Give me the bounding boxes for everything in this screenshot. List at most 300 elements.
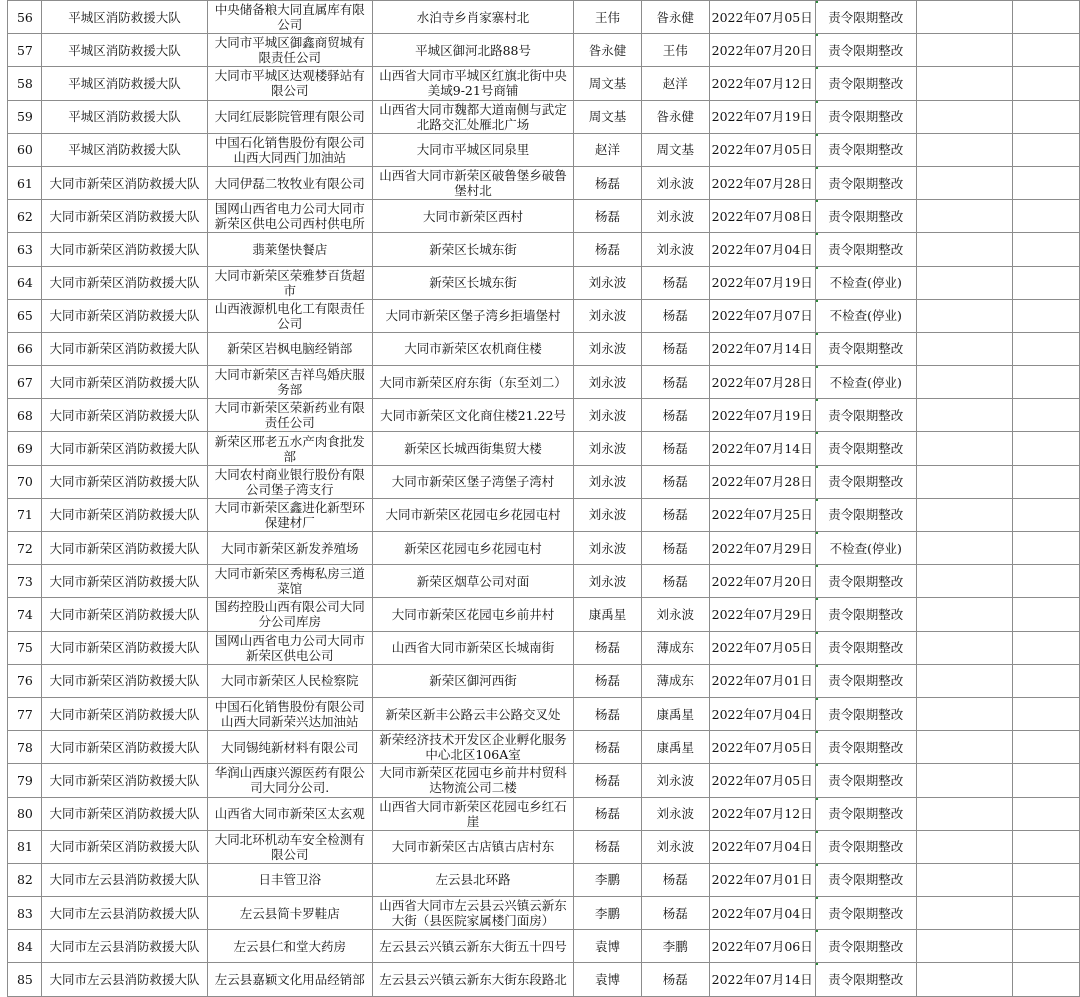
row-edge [0, 930, 8, 963]
inspection-date: 2022年07月08日 [709, 200, 815, 233]
company-name: 华润山西康兴源医药有限公司大同分公司. [207, 764, 372, 797]
inspector-primary: 刘永波 [574, 366, 642, 399]
inspector-primary: 刘永波 [574, 332, 642, 365]
row-edge [0, 565, 8, 598]
fire-brigade-unit: 大同市新荣区消防救援大队 [42, 332, 207, 365]
inspector-primary: 杨磊 [574, 731, 642, 764]
table-row [0, 366, 1080, 399]
inspection-date: 2022年07月19日 [709, 399, 815, 432]
empty-cell [916, 797, 1013, 830]
inspector-secondary: 王伟 [641, 34, 709, 67]
inspection-result: 责令限期整改 [815, 731, 916, 764]
fire-brigade-unit: 平城区消防救援大队 [42, 133, 207, 166]
inspector-secondary: 昝永健 [641, 1, 709, 34]
inspector-primary: 杨磊 [574, 697, 642, 730]
row-edge [0, 764, 8, 797]
row-number: 63 [8, 233, 42, 266]
inspector-primary: 刘永波 [574, 465, 642, 498]
inspection-result: 责令限期整改 [815, 565, 916, 598]
empty-cell [916, 133, 1013, 166]
empty-cell [916, 830, 1013, 863]
empty-cell [1013, 366, 1080, 399]
row-number: 60 [8, 133, 42, 166]
inspection-date: 2022年07月29日 [709, 532, 815, 565]
table-row [0, 631, 1080, 664]
inspection-result: 责令限期整改 [815, 200, 916, 233]
inspection-result: 责令限期整改 [815, 830, 916, 863]
empty-cell [916, 532, 1013, 565]
inspector-primary: 杨磊 [574, 830, 642, 863]
inspector-primary: 昝永健 [574, 34, 642, 67]
company-address: 山西省大同市新荣区花园屯乡红石崖 [372, 797, 573, 830]
empty-cell [916, 565, 1013, 598]
company-address: 新荣区烟草公司对面 [372, 565, 573, 598]
row-number: 76 [8, 664, 42, 697]
company-name: 大同北环机动车安全检测有限公司 [207, 830, 372, 863]
empty-cell [916, 266, 1013, 299]
inspection-date: 2022年07月05日 [709, 731, 815, 764]
inspection-date: 2022年07月04日 [709, 897, 815, 930]
empty-cell [1013, 67, 1080, 100]
company-address: 大同市新荣区古店镇古店村东 [372, 830, 573, 863]
empty-cell [1013, 930, 1080, 963]
fire-brigade-unit: 大同市新荣区消防救援大队 [42, 830, 207, 863]
empty-cell [1013, 233, 1080, 266]
row-edge [0, 34, 8, 67]
inspector-secondary: 赵洋 [641, 67, 709, 100]
row-number: 71 [8, 498, 42, 531]
empty-cell [916, 930, 1013, 963]
row-number: 70 [8, 465, 42, 498]
fire-brigade-unit: 大同市新荣区消防救援大队 [42, 299, 207, 332]
fire-brigade-unit: 大同市新荣区消防救援大队 [42, 598, 207, 631]
empty-cell [1013, 299, 1080, 332]
empty-cell [916, 399, 1013, 432]
row-edge [0, 598, 8, 631]
company-address: 山西省大同市新荣区破鲁堡乡破鲁堡村北 [372, 166, 573, 199]
inspection-date: 2022年07月14日 [709, 332, 815, 365]
empty-cell [1013, 465, 1080, 498]
inspector-primary: 袁博 [574, 930, 642, 963]
table-row [0, 897, 1080, 930]
inspection-date: 2022年07月19日 [709, 100, 815, 133]
table-row [0, 664, 1080, 697]
row-number: 73 [8, 565, 42, 598]
fire-brigade-unit: 大同市新荣区消防救援大队 [42, 731, 207, 764]
row-edge [0, 67, 8, 100]
fire-brigade-unit: 大同市新荣区消防救援大队 [42, 399, 207, 432]
fire-brigade-unit: 平城区消防救援大队 [42, 67, 207, 100]
company-address: 大同市新荣区堡子湾堡子湾村 [372, 465, 573, 498]
empty-cell [916, 697, 1013, 730]
company-address: 大同市新荣区堡子湾乡拒墙堡村 [372, 299, 573, 332]
row-edge [0, 1, 8, 34]
inspection-date: 2022年07月04日 [709, 233, 815, 266]
company-name: 国网山西省电力公司大同市新荣区供电公司西村供电所 [207, 200, 372, 233]
inspector-secondary: 康禹星 [641, 697, 709, 730]
empty-cell [1013, 764, 1080, 797]
inspector-primary: 康禹星 [574, 598, 642, 631]
table-row [0, 1, 1080, 34]
empty-cell [1013, 598, 1080, 631]
row-edge [0, 465, 8, 498]
inspection-date: 2022年07月25日 [709, 498, 815, 531]
row-number: 81 [8, 830, 42, 863]
inspector-primary: 李鹏 [574, 897, 642, 930]
inspector-primary: 刘永波 [574, 399, 642, 432]
table-row [0, 266, 1080, 299]
inspector-primary: 刘永波 [574, 532, 642, 565]
company-address: 左云县云兴镇云新东大街东段路北 [372, 963, 573, 996]
company-name: 中央储备粮大同直属库有限公司 [207, 1, 372, 34]
inspection-date: 2022年07月29日 [709, 598, 815, 631]
row-edge [0, 532, 8, 565]
inspector-secondary: 刘永波 [641, 830, 709, 863]
row-edge [0, 664, 8, 697]
row-edge [0, 100, 8, 133]
inspector-primary: 刘永波 [574, 266, 642, 299]
table-row [0, 797, 1080, 830]
table-row [0, 465, 1080, 498]
empty-cell [916, 200, 1013, 233]
inspection-result: 责令限期整改 [815, 664, 916, 697]
row-edge [0, 697, 8, 730]
inspection-result: 责令限期整改 [815, 233, 916, 266]
inspector-secondary: 杨磊 [641, 266, 709, 299]
table-body [0, 1, 1080, 997]
row-number: 79 [8, 764, 42, 797]
empty-cell [916, 366, 1013, 399]
empty-cell [916, 233, 1013, 266]
inspection-result: 不检查(停业) [815, 532, 916, 565]
inspection-result: 责令限期整改 [815, 465, 916, 498]
inspector-primary: 李鹏 [574, 863, 642, 896]
row-number: 77 [8, 697, 42, 730]
table-row [0, 565, 1080, 598]
table-row [0, 532, 1080, 565]
company-address: 左云县云兴镇云新东大街五十四号 [372, 930, 573, 963]
inspector-secondary: 杨磊 [641, 897, 709, 930]
table-row [0, 764, 1080, 797]
fire-brigade-unit: 大同市新荣区消防救援大队 [42, 631, 207, 664]
company-name: 大同锡纯新材料有限公司 [207, 731, 372, 764]
empty-cell [916, 598, 1013, 631]
row-edge [0, 731, 8, 764]
inspection-date: 2022年07月20日 [709, 34, 815, 67]
empty-cell [916, 631, 1013, 664]
company-name: 左云县嘉颖文化用品经销部 [207, 963, 372, 996]
empty-cell [1013, 332, 1080, 365]
fire-brigade-unit: 大同市新荣区消防救援大队 [42, 266, 207, 299]
company-name: 大同市新荣区秀梅私房三道菜馆 [207, 565, 372, 598]
inspector-secondary: 周文基 [641, 133, 709, 166]
empty-cell [1013, 432, 1080, 465]
empty-cell [916, 764, 1013, 797]
table-row [0, 233, 1080, 266]
company-name: 国药控股山西有限公司大同分公司库房 [207, 598, 372, 631]
inspector-secondary: 薄成东 [641, 631, 709, 664]
inspection-date: 2022年07月06日 [709, 930, 815, 963]
row-number: 69 [8, 432, 42, 465]
table-row [0, 432, 1080, 465]
empty-cell [1013, 100, 1080, 133]
row-edge [0, 233, 8, 266]
empty-cell [1013, 166, 1080, 199]
inspection-result: 不检查(停业) [815, 266, 916, 299]
table-row [0, 930, 1080, 963]
fire-brigade-unit: 大同市左云县消防救援大队 [42, 963, 207, 996]
row-number: 72 [8, 532, 42, 565]
empty-cell [1013, 498, 1080, 531]
empty-cell [1013, 34, 1080, 67]
table-row [0, 299, 1080, 332]
company-name: 左云县简卡罗鞋店 [207, 897, 372, 930]
company-address: 新荣区御河西街 [372, 664, 573, 697]
company-name: 大同市平城区达观楼驿站有限公司 [207, 67, 372, 100]
inspection-result: 责令限期整改 [815, 631, 916, 664]
row-number: 59 [8, 100, 42, 133]
inspector-secondary: 康禹星 [641, 731, 709, 764]
inspection-date: 2022年07月05日 [709, 1, 815, 34]
empty-cell [916, 100, 1013, 133]
company-address: 山西省大同市新荣区长城南街 [372, 631, 573, 664]
fire-brigade-unit: 大同市新荣区消防救援大队 [42, 764, 207, 797]
empty-cell [1013, 863, 1080, 896]
company-name: 大同伊磊二牧牧业有限公司 [207, 166, 372, 199]
fire-brigade-unit: 大同市新荣区消防救援大队 [42, 166, 207, 199]
inspection-date: 2022年07月19日 [709, 266, 815, 299]
inspector-secondary: 薄成东 [641, 664, 709, 697]
empty-cell [1013, 133, 1080, 166]
company-address: 大同市新荣区花园屯乡前井村贸科达物流公司二楼 [372, 764, 573, 797]
fire-brigade-unit: 平城区消防救援大队 [42, 34, 207, 67]
inspector-secondary: 杨磊 [641, 565, 709, 598]
inspection-result: 责令限期整改 [815, 764, 916, 797]
row-number: 61 [8, 166, 42, 199]
inspector-secondary: 刘永波 [641, 233, 709, 266]
row-number: 67 [8, 366, 42, 399]
row-edge [0, 830, 8, 863]
row-number: 68 [8, 399, 42, 432]
row-number: 83 [8, 897, 42, 930]
fire-brigade-unit: 大同市新荣区消防救援大队 [42, 532, 207, 565]
inspector-primary: 刘永波 [574, 498, 642, 531]
table-row [0, 166, 1080, 199]
inspector-secondary: 李鹏 [641, 930, 709, 963]
empty-cell [1013, 897, 1080, 930]
table-row [0, 963, 1080, 996]
inspector-primary: 杨磊 [574, 233, 642, 266]
empty-cell [916, 863, 1013, 896]
company-address: 山西省大同市魏都大道南侧与武定北路交汇处雁北广场 [372, 100, 573, 133]
company-name: 中国石化销售股份有限公司山西大同新荣兴达加油站 [207, 697, 372, 730]
company-name: 大同市新荣区鑫进化新型环保建材厂 [207, 498, 372, 531]
inspector-primary: 袁博 [574, 963, 642, 996]
company-name: 大同市新荣区荣新药业有限责任公司 [207, 399, 372, 432]
empty-cell [916, 432, 1013, 465]
empty-cell [1013, 830, 1080, 863]
inspection-result: 责令限期整改 [815, 797, 916, 830]
company-name: 国网山西省电力公司大同市新荣区供电公司 [207, 631, 372, 664]
table-row [0, 697, 1080, 730]
table-row [0, 332, 1080, 365]
inspector-primary: 杨磊 [574, 631, 642, 664]
row-number: 62 [8, 200, 42, 233]
table-row [0, 498, 1080, 531]
row-number: 82 [8, 863, 42, 896]
row-edge [0, 166, 8, 199]
inspection-result: 责令限期整改 [815, 67, 916, 100]
row-edge [0, 797, 8, 830]
empty-cell [1013, 631, 1080, 664]
fire-brigade-unit: 大同市左云县消防救援大队 [42, 863, 207, 896]
row-edge [0, 498, 8, 531]
inspector-secondary: 杨磊 [641, 465, 709, 498]
company-address: 大同市新荣区西村 [372, 200, 573, 233]
inspection-date: 2022年07月20日 [709, 565, 815, 598]
row-edge [0, 133, 8, 166]
inspection-result: 责令限期整改 [815, 34, 916, 67]
inspector-secondary: 杨磊 [641, 332, 709, 365]
company-address: 山西省大同市平城区红旗北街中央美域9-21号商铺 [372, 67, 573, 100]
fire-brigade-unit: 大同市新荣区消防救援大队 [42, 432, 207, 465]
inspector-secondary: 杨磊 [641, 366, 709, 399]
company-name: 大同红辰影院管理有限公司 [207, 100, 372, 133]
table-row [0, 830, 1080, 863]
inspection-date: 2022年07月12日 [709, 67, 815, 100]
row-number: 78 [8, 731, 42, 764]
inspection-date: 2022年07月28日 [709, 366, 815, 399]
company-address: 大同市新荣区文化商住楼21.22号 [372, 399, 573, 432]
fire-brigade-unit: 大同市新荣区消防救援大队 [42, 565, 207, 598]
table-row [0, 731, 1080, 764]
inspector-secondary: 刘永波 [641, 764, 709, 797]
company-name: 大同市新荣区吉祥鸟婚庆服务部 [207, 366, 372, 399]
empty-cell [1013, 565, 1080, 598]
inspection-result: 责令限期整改 [815, 1, 916, 34]
inspector-secondary: 杨磊 [641, 863, 709, 896]
row-edge [0, 399, 8, 432]
inspection-result: 责令限期整改 [815, 897, 916, 930]
empty-cell [916, 465, 1013, 498]
inspector-primary: 周文基 [574, 67, 642, 100]
company-name: 大同市新荣区人民检察院 [207, 664, 372, 697]
company-name: 大同市新荣区荣雅梦百货超市 [207, 266, 372, 299]
inspector-primary: 刘永波 [574, 565, 642, 598]
company-name: 新荣区岩枫电脑经销部 [207, 332, 372, 365]
fire-brigade-unit: 大同市新荣区消防救援大队 [42, 200, 207, 233]
empty-cell [916, 34, 1013, 67]
row-edge [0, 200, 8, 233]
company-name: 左云县仁和堂大药房 [207, 930, 372, 963]
table-row [0, 100, 1080, 133]
inspection-result: 责令限期整改 [815, 598, 916, 631]
inspector-primary: 杨磊 [574, 664, 642, 697]
inspector-primary: 杨磊 [574, 200, 642, 233]
row-edge [0, 863, 8, 896]
company-name: 大同农村商业银行股份有限公司堡子湾支行 [207, 465, 372, 498]
inspector-primary: 刘永波 [574, 299, 642, 332]
company-name: 翡莱堡快餐店 [207, 233, 372, 266]
table-row [0, 200, 1080, 233]
inspection-result: 责令限期整改 [815, 863, 916, 896]
empty-cell [1013, 797, 1080, 830]
inspector-secondary: 杨磊 [641, 432, 709, 465]
row-number: 66 [8, 332, 42, 365]
inspection-date: 2022年07月28日 [709, 465, 815, 498]
row-edge [0, 366, 8, 399]
row-number: 58 [8, 67, 42, 100]
inspector-secondary: 刘永波 [641, 200, 709, 233]
empty-cell [916, 166, 1013, 199]
company-address: 大同市平城区同泉里 [372, 133, 573, 166]
empty-cell [1013, 963, 1080, 996]
company-address: 大同市新荣区农机商住楼 [372, 332, 573, 365]
company-address: 新荣区花园屯乡花园屯村 [372, 532, 573, 565]
inspector-secondary: 刘永波 [641, 797, 709, 830]
fire-brigade-unit: 大同市左云县消防救援大队 [42, 930, 207, 963]
inspection-result: 责令限期整改 [815, 166, 916, 199]
table-row [0, 67, 1080, 100]
table-row [0, 863, 1080, 896]
company-name: 新荣区邢老五水产肉食批发部 [207, 432, 372, 465]
inspection-date: 2022年07月28日 [709, 166, 815, 199]
row-number: 65 [8, 299, 42, 332]
inspector-secondary: 刘永波 [641, 166, 709, 199]
inspection-date: 2022年07月14日 [709, 963, 815, 996]
inspector-secondary: 杨磊 [641, 498, 709, 531]
empty-cell [1013, 399, 1080, 432]
inspection-result: 责令限期整改 [815, 133, 916, 166]
inspector-primary: 王伟 [574, 1, 642, 34]
empty-cell [1013, 266, 1080, 299]
row-edge [0, 897, 8, 930]
empty-cell [1013, 664, 1080, 697]
company-name: 山西液源机电化工有限责任公司 [207, 299, 372, 332]
company-address: 新荣区长城西街集贸大楼 [372, 432, 573, 465]
fire-brigade-unit: 平城区消防救援大队 [42, 100, 207, 133]
inspector-secondary: 杨磊 [641, 532, 709, 565]
company-name: 日丰管卫浴 [207, 863, 372, 896]
table-row [0, 399, 1080, 432]
company-name: 中国石化销售股份有限公司山西大同西门加油站 [207, 133, 372, 166]
fire-brigade-unit: 大同市新荣区消防救援大队 [42, 366, 207, 399]
inspector-secondary: 杨磊 [641, 963, 709, 996]
company-address: 山西省大同市左云县云兴镇云新东大街（县医院家属楼门面房） [372, 897, 573, 930]
inspection-result: 责令限期整改 [815, 930, 916, 963]
company-address: 大同市新荣区花园屯乡前井村 [372, 598, 573, 631]
company-name: 大同市新荣区新发养殖场 [207, 532, 372, 565]
row-edge [0, 332, 8, 365]
fire-brigade-unit: 大同市新荣区消防救援大队 [42, 664, 207, 697]
company-address: 大同市新荣区府东街（东至刘二） [372, 366, 573, 399]
company-address: 平城区御河北路88号 [372, 34, 573, 67]
inspection-date: 2022年07月01日 [709, 664, 815, 697]
empty-cell [916, 664, 1013, 697]
fire-brigade-unit: 大同市新荣区消防救援大队 [42, 498, 207, 531]
row-number: 75 [8, 631, 42, 664]
inspector-primary: 杨磊 [574, 764, 642, 797]
inspection-result: 不检查(停业) [815, 299, 916, 332]
table-row [0, 598, 1080, 631]
company-address: 新荣区长城东街 [372, 266, 573, 299]
empty-cell [916, 299, 1013, 332]
company-address: 大同市新荣区花园屯乡花园屯村 [372, 498, 573, 531]
inspection-result: 责令限期整改 [815, 498, 916, 531]
row-edge [0, 432, 8, 465]
fire-brigade-unit: 大同市新荣区消防救援大队 [42, 465, 207, 498]
fire-brigade-unit: 大同市左云县消防救援大队 [42, 897, 207, 930]
